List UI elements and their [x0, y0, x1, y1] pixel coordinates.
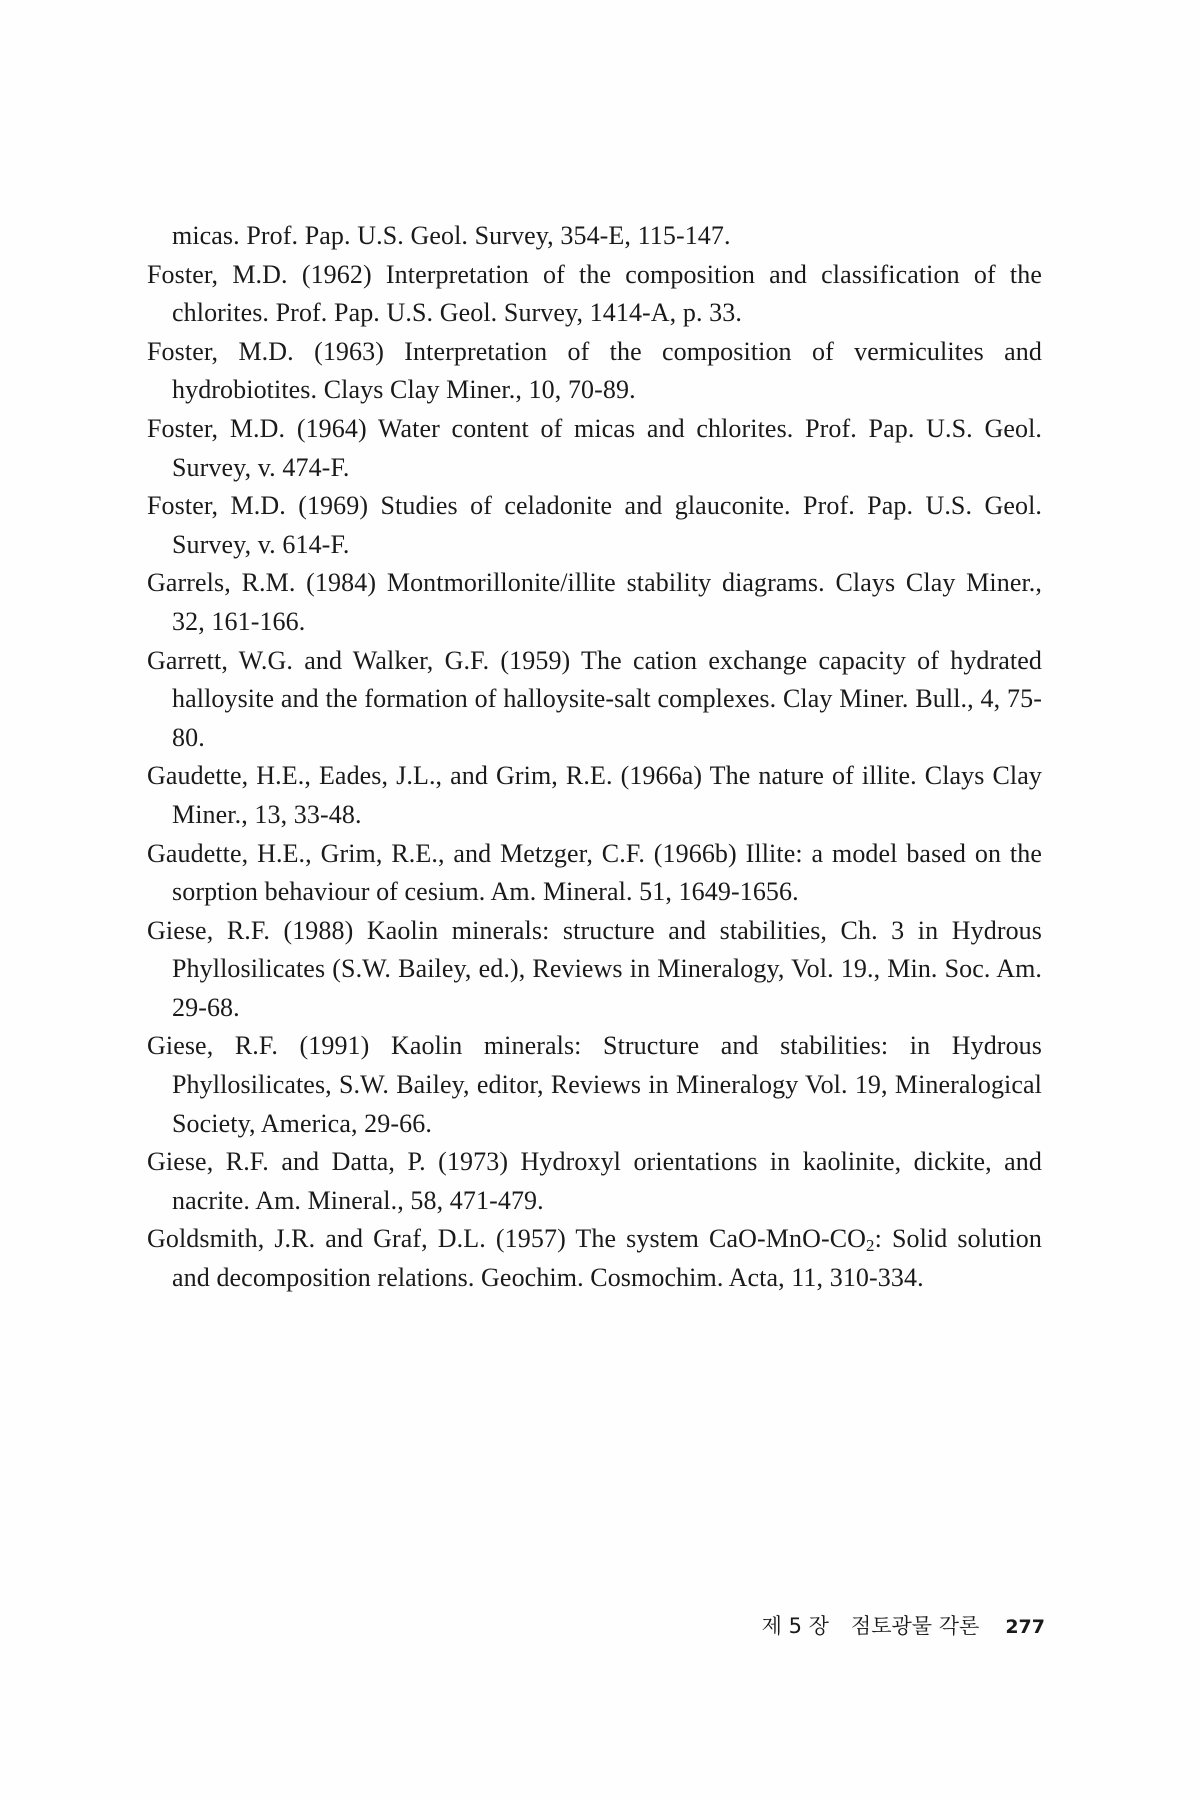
chapter-title: 점토광물 각론 — [850, 1614, 980, 1638]
subscript-2: 2 — [866, 1236, 875, 1256]
reference-entry-giese-datta-1973: Giese, R.F. and Datta, P. (1973) Hydroxyl orientations in kaolinite, dickite, and nacrite. Am. Mineral., 58, 471-479. — [147, 1147, 1042, 1215]
reference-text-part: : Solid solution and decomposition relations. Geochim. Cosmochim. Acta, 11, 310-334. — [172, 1224, 1042, 1293]
reference-entry-goldsmith-1957 — [147, 1220, 1042, 1297]
reference-entry-giese-1991: Giese, R.F. (1991) Kaolin minerals: Structure and stabilities: in Hydrous Phyllosilicates, S.W. Bailey, editor, Reviews in Mineralogy Vol. 19, Mineralogical Society, America, 29-66. — [147, 1031, 1042, 1138]
reference-list — [147, 217, 1042, 1298]
reference-entry-giese-1988: Giese, R.F. (1988) Kaolin minerals: structure and stabilities, Ch. 3 in Hydrous Phyllosilicates (S.W. Bailey, ed.), Reviews in Mineralogy, Vol. 19., Min. Soc. Am. 29-68. — [147, 915, 1042, 1022]
reference-entry-foster-1962: Foster, M.D. (1962) Interpretation of the composition and classification of the chlorites. Prof. Pap. U.S. Geol. Survey, 1414-A, p. 33. — [147, 259, 1042, 328]
reference-entry-foster-1963: Foster, M.D. (1963) Interpretation of the composition of vermiculites and hydrobiotites. Clays Clay Miner., 10, 70-89. — [147, 336, 1042, 405]
reference-entry-foster-1964: Foster, M.D. (1964) Water content of micas and chlorites. Prof. Pap. U.S. Geol. Survey, v. 474-F. — [147, 413, 1042, 482]
reference-entry-gaudette-1966a: Gaudette, H.E., Eades, J.L., and Grim, R.E. (1966a) The nature of illite. Clays Clay Miner., 13, 33-48. — [147, 761, 1042, 829]
chapter-label: 제 5 장 — [761, 1614, 829, 1638]
page-number: 277 — [1005, 1616, 1045, 1638]
reference-entry-garrett-1959: Garrett, W.G. and Walker, G.F. (1959) The cation exchange capacity of hydrated halloysite and the formation of halloysite-salt complexes. Clay Miner. Bull., 4, 75-80. — [147, 645, 1042, 752]
reference-entry-continued: micas. Prof. Pap. U.S. Geol. Survey, 354-E, 115-147. — [172, 221, 731, 250]
page-footer — [700, 1610, 1045, 1640]
reference-entry-foster-1969: Foster, M.D. (1969) Studies of celadonite and glauconite. Prof. Pap. U.S. Geol. Survey, v. 614-F. — [147, 491, 1042, 559]
reference-entry-garrels-1984: Garrels, R.M. (1984) Montmorillonite/illite stability diagrams. Clays Clay Miner., 32, 161-166. — [147, 568, 1042, 636]
reference-entry-gaudette-1966b: Gaudette, H.E., Grim, R.E., and Metzger, C.F. (1966b) Illite: a model based on the sorption behaviour of cesium. Am. Mineral. 51, 1649-1656. — [147, 838, 1042, 907]
reference-text-part: Goldsmith, J.R. and Graf, D.L. (1957) The system CaO-MnO-CO — [147, 1224, 867, 1254]
